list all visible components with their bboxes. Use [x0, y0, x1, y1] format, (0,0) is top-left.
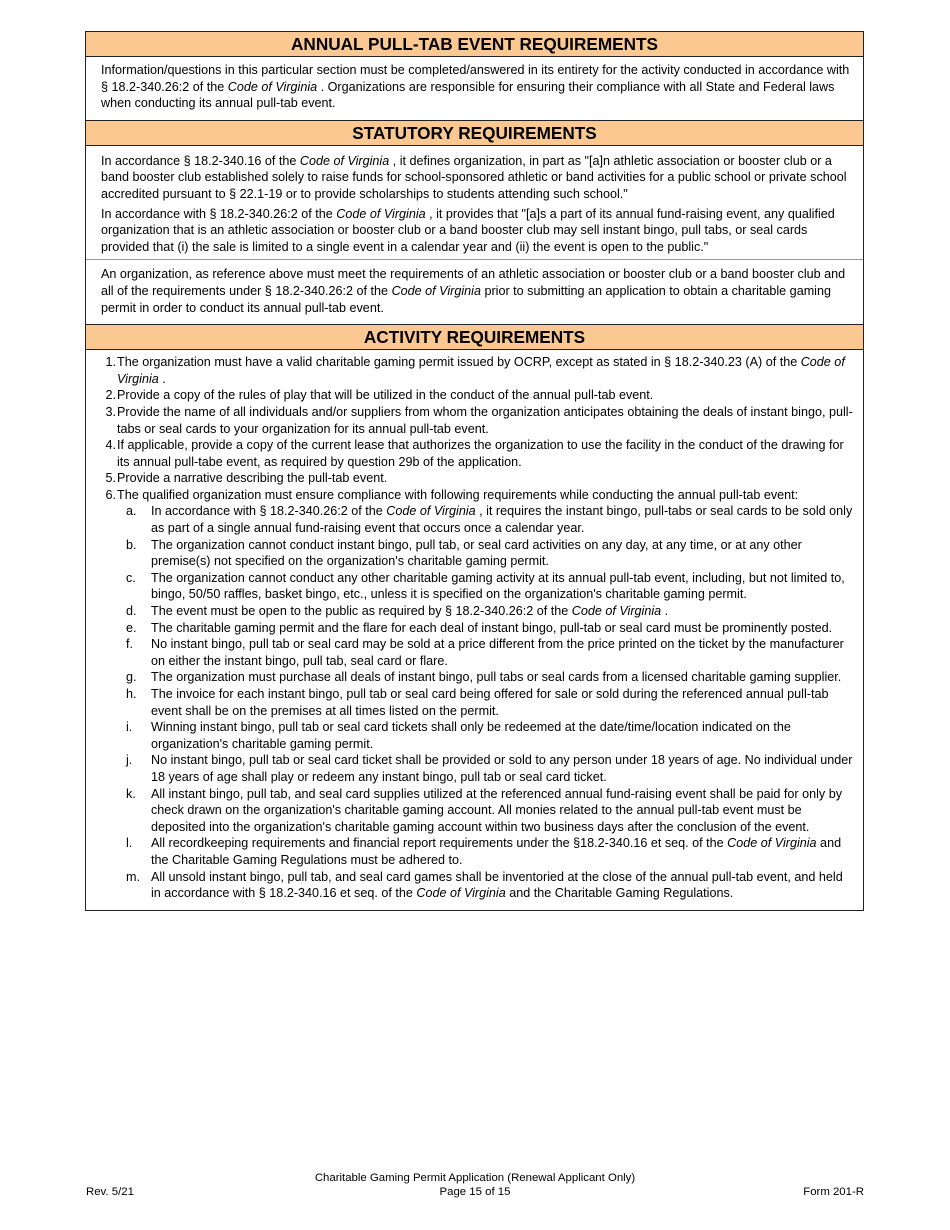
sub-list-item: h. The invoice for each instant bingo, pull tab or seal card being offered for sale or sold during the referenced annual pull-tab event shall be on the premises at all times listed on the permit.: [126, 687, 829, 718]
list-item: 2. Provide a copy of the rules of play that will be utilized in the conduct of the annual pull-tab event.: [105, 388, 654, 403]
annual-event-header: ANNUAL PULL-TAB EVENT REQUIREMENTS: [86, 32, 863, 57]
form-title: Charitable Gaming Permit Application (Renewal Applicant Only): [314, 1172, 636, 1184]
statutory-paragraph-eligibility: An organization, as reference above must meet the requirements of an athletic association or booster club or a band booster club and all of the requirements under § 18.2-340.26:2 of the Code of Virginia prior to submitting an application to obtain a charitable gaming permit in order to conduct its annual pull-tab event.: [101, 267, 846, 315]
list-item: 1. The organization must have a valid charitable gaming permit issued by OCRP, except as stated in § 18.2-340.23 (A) of the Code of Virginia .: [105, 355, 845, 386]
annual-intro-paragraph: Information/questions in this particular section must be completed/answered in its entirety for the activity conducted in accordance with § 18.2-340.26:2 of the Code of Virginia . Organizations are responsible for ensuring their compliance with all State and Federal laws when conducting its annual pull-tab event.: [101, 63, 850, 111]
sub-list-item: j. No instant bingo, pull tab or seal card ticket shall be provided or sold to any person under 18 years of age. No individual under 18 years of age shall play or redeem any instant bingo, pull tab or seal card ticket.: [126, 753, 853, 784]
form-number: Form 201-R: [803, 1186, 864, 1198]
statutory-header: STATUTORY REQUIREMENTS: [86, 120, 863, 146]
requirements-form: [85, 31, 864, 911]
sub-list-item: a. In accordance with § 18.2-340.26:2 of the Code of Virginia , it requires the instant bingo, pull-tabs or seal cards to be sold only as part of a single annual fund-raising event that occurs once a calendar year.: [126, 504, 853, 536]
sub-list-item: l. All recordkeeping requirements and financial report requirements under the §18.2-340.16 et seq. of the Code of Virginia and the Charitable Gaming Regulations must be adhered to.: [126, 836, 842, 867]
page-number: Page 15 of 15: [439, 1186, 511, 1198]
activity-header: ACTIVITY REQUIREMENTS: [86, 324, 863, 350]
sub-list-item: b. The organization cannot conduct instant bingo, pull tab, or seal card activities on any day, at any time, or at any other premise(s) not specified on the organization's charitable gaming permit.: [126, 537, 802, 569]
footer-center: [275, 1171, 675, 1199]
sub-list-item: d. The event must be open to the public as required by § 18.2-340.26:2 of the Code of Virginia .: [126, 604, 669, 619]
sub-list-item: k. All instant bingo, pull tab, and seal card supplies utilized at the referenced annual fund-raising event shall be paid for only by check drawn on the organization's charitable gaming account. All monies related to the annual pull-tab event must be deposited into the organization's charitable gaming account within two business days after the conclusion of the event.: [126, 786, 842, 834]
sub-list-item: g. The organization must purchase all deals of instant bingo, pull tabs or seal cards from a licensed charitable gaming supplier.: [126, 670, 842, 685]
sub-list-item: m. All unsold instant bingo, pull tab, and seal card games shall be inventoried at the close of the annual pull-tab event, and held in accordance with § 18.2-340.16 et seq. of the Code of Virginia and the Charitable Gaming Regulations.: [126, 869, 843, 901]
statutory-paragraph-definition: In accordance § 18.2-340.16 of the Code of Virginia , it defines organization, in part as "[a]n athletic association or booster club or a band booster club established solely to raise funds for school-sponsored athletic or band activities for a public school or private school accredited pursuant to § 22.1-19 or to provide scholarships to students attending such school.": [101, 153, 847, 201]
list-item: 4. If applicable, provide a copy of the current lease that authorizes the organization to use the facility in the conduct of the drawing for its annual pull-tabe event, as required by question 29b of the application.: [105, 438, 844, 469]
sub-list-item: f. No instant bingo, pull tab or seal card may be sold at a price different from the price printed on the ticket by the manufacturer on either the instant bingo, pull tab, seal card or flare.: [126, 637, 844, 668]
list-item: 6. The qualified organization must ensure compliance with following requirements while conducting the annual pull-tab event:: [105, 487, 799, 502]
statutory-paragraph-provision: In accordance with § 18.2-340.26:2 of the Code of Virginia , it provides that "[a]s a part of its annual fund-raising event, any qualified organization that is an athletic association or booster club or a band booster club may sell instant bingo, pull tabs, or seal cards provided that (i) the sale is limited to a single event in a calendar year and (ii) the event is open to the public.": [101, 206, 835, 254]
activity-requirements-list: [86, 350, 863, 910]
sub-list-item: i. Winning instant bingo, pull tab or seal card tickets shall only be redeemed at the date/time/location indicated on the organization's charitable gaming permit.: [126, 720, 791, 751]
list-item: 5. Provide a narrative describing the pull-tab event.: [105, 471, 388, 486]
revision-label: Rev. 5/21: [86, 1186, 134, 1198]
sub-list-item: e. The charitable gaming permit and the flare for each deal of instant bingo, pull-tab or seal card must be prominently posted.: [126, 620, 833, 635]
list-item: 3. Provide the name of all individuals and/or suppliers from whom the organization anticipates obtaining the deals of instant bingo, pull-tabs or seal cards to your organization for its annual pull-tab event.: [105, 404, 853, 436]
sub-list-item: c. The organization cannot conduct any other charitable gaming activity at its annual pull-tab event, including, but not limited to, bingo, 50/50 raffles, basket bingo, etc., unless it is specified on the organization's charitable gaming permit.: [126, 570, 845, 602]
